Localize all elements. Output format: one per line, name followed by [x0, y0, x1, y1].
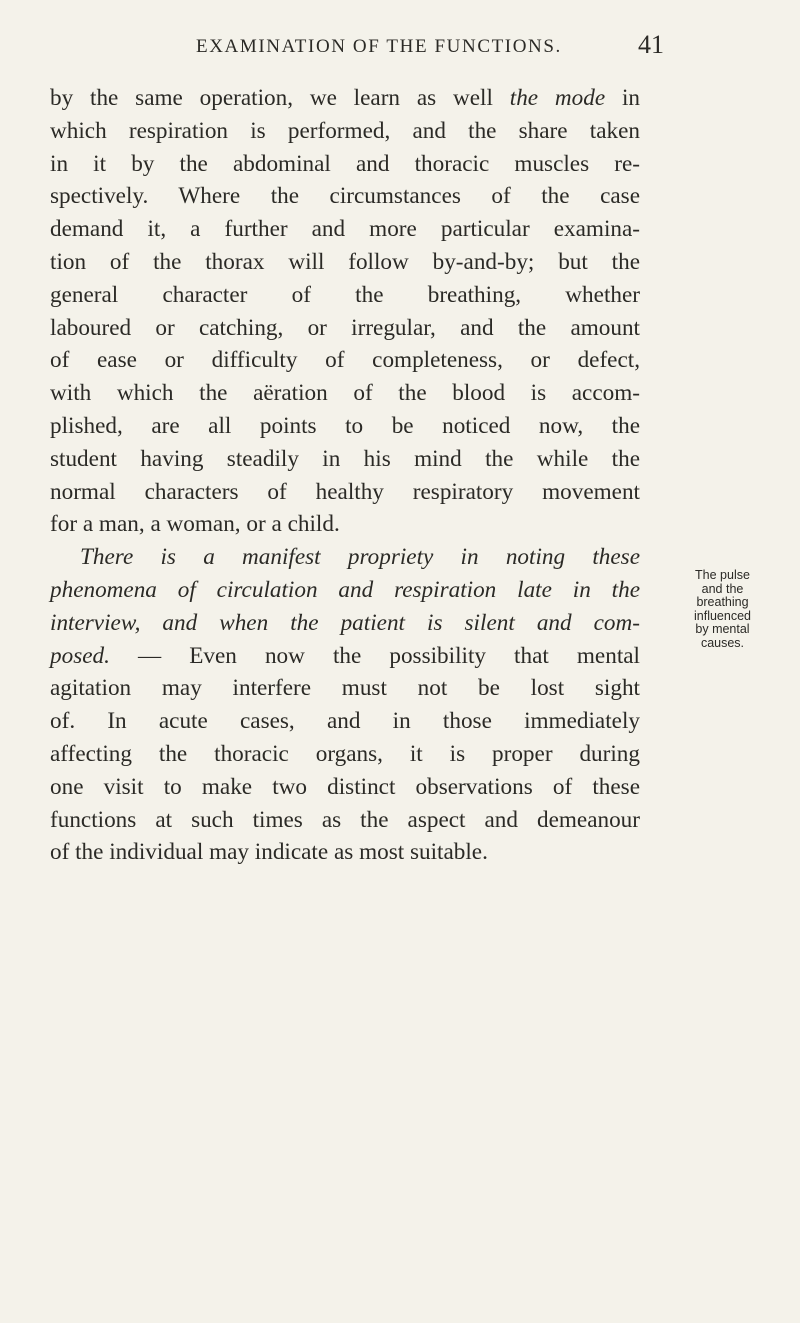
text-line: general character of the breathing, whether [50, 281, 640, 308]
text-line: of ease or difficulty of completeness, or defect, [50, 347, 640, 374]
text-line: one visit to make two distinct observations of these [50, 773, 640, 800]
text-line-italic: interview, and when the patient is silent and com- [50, 609, 640, 636]
italic-phrase: posed. [50, 642, 110, 669]
text-line: for a man, a woman, or a child. [50, 511, 340, 538]
page-number: 41 [638, 30, 664, 59]
text-line-italic: There is a manifest propriety in noting these [80, 544, 640, 571]
text-line: by the same operation, we learn as well the mode in [50, 85, 641, 111]
running-title: EXAMINATION OF THE FUNCTIONS. [196, 36, 562, 57]
marginal-note [650, 569, 795, 650]
text-line: plished, are all points to be noticed now, the [50, 412, 640, 439]
text-line: functions at such times as the aspect and demeanour [50, 806, 640, 833]
text-line: of the individual may indicate as most suitable. [50, 839, 488, 866]
marginal-note-line: breathing [696, 595, 749, 609]
text-line: normal characters of healthy respiratory movement [50, 478, 640, 505]
text-line: in it by the abdominal and thoracic muscles re- [50, 150, 640, 177]
marginal-note-line: causes. [700, 635, 745, 650]
marginal-note-line: by mental [695, 622, 750, 636]
text-line: of. In acute cases, and in those immediately [50, 708, 640, 735]
body-text [50, 82, 640, 869]
text-line: with which the aëration of the blood is accom- [50, 380, 640, 407]
text-line: tion of the thorax will follow by-and-by; but the [50, 248, 640, 275]
text-line: affecting the thoracic organs, it is proper during [50, 740, 640, 767]
text-line: which respiration is performed, and the share taken [50, 117, 640, 144]
text-line: demand it, a further and more particular examina- [50, 216, 640, 243]
marginal-note-line: and the [701, 581, 744, 596]
text-line: student having steadily in his mind the while the [50, 445, 640, 472]
text-line: posed. — Even now the possibility that mental [50, 642, 640, 669]
italic-phrase: the mode [509, 85, 606, 111]
marginal-note-line: influenced [694, 608, 751, 623]
marginal-note-line: The pulse [695, 568, 750, 582]
text-line: agitation may interfere must not be lost sight [50, 675, 640, 702]
text-line: spectively. Where the circumstances of the case [50, 183, 640, 210]
text-line: laboured or catching, or irregular, and the amount [50, 314, 640, 341]
running-head [0, 30, 800, 70]
text-line-italic: phenomena of circulation and respiration late in the [50, 576, 640, 603]
